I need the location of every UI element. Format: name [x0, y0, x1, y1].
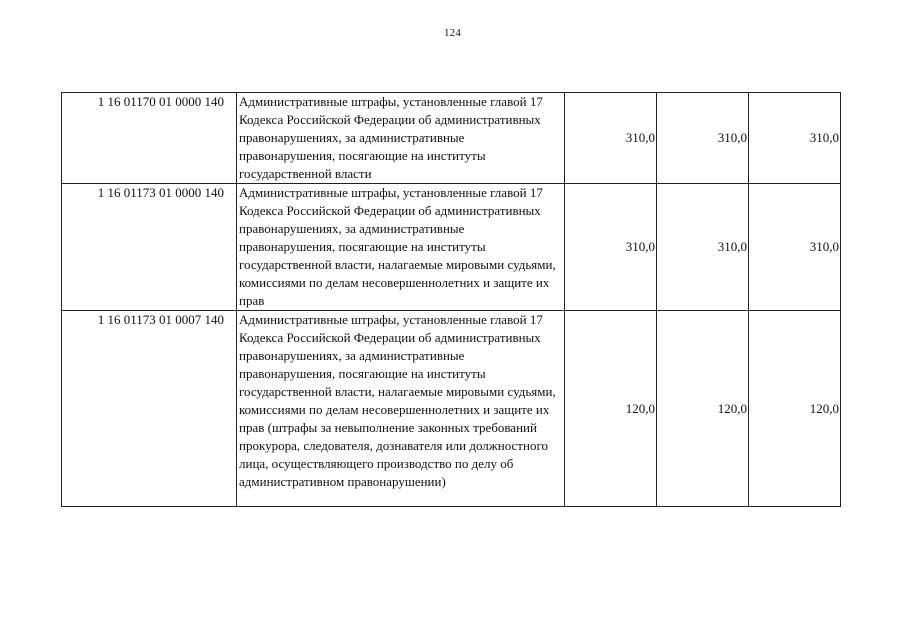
amount-cell: 310,0: [657, 93, 749, 184]
amount-cell: 120,0: [565, 311, 657, 507]
description-cell: Административные штрафы, установленные главой 17 Кодекса Российской Федерации об административных правонарушениях, за административные правонарушения, посягающие на институты государственной власти: [237, 93, 565, 184]
budget-code-cell: 1 16 01173 01 0007 140: [62, 311, 237, 507]
table-row: [62, 311, 841, 507]
amount-cell: 310,0: [657, 184, 749, 311]
amount-cell: 120,0: [657, 311, 749, 507]
amount-cell: 310,0: [565, 93, 657, 184]
amount-cell: 310,0: [565, 184, 657, 311]
amount-cell: 310,0: [749, 184, 841, 311]
amount-cell: 310,0: [749, 93, 841, 184]
page-number: 124: [443, 27, 462, 39]
budget-code-cell: 1 16 01173 01 0000 140: [62, 184, 237, 311]
amount-cell: 120,0: [749, 311, 841, 507]
description-cell: Административные штрафы, установленные главой 17 Кодекса Российской Федерации об административных правонарушениях, за административные правонарушения, посягающие на институты государственной власти, налагаемые мировыми судьями, комиссиями по делам несовершеннолетних и защите их прав (штрафы за невыполнение законных требований прокурора, следователя, дознавателя или должностного лица, осуществляющего производство по делу об административном правонарушении): [237, 311, 565, 507]
description-cell: Административные штрафы, установленные главой 17 Кодекса Российской Федерации об административных правонарушениях, за административные правонарушения, посягающие на институты государственной власти, налагаемые мировыми судьями, комиссиями по делам несовершеннолетних и защите их прав: [237, 184, 565, 311]
table-row: [62, 93, 841, 184]
budget-table: [61, 92, 841, 507]
budget-code-cell: 1 16 01170 01 0000 140: [62, 93, 237, 184]
table-row: [62, 184, 841, 311]
